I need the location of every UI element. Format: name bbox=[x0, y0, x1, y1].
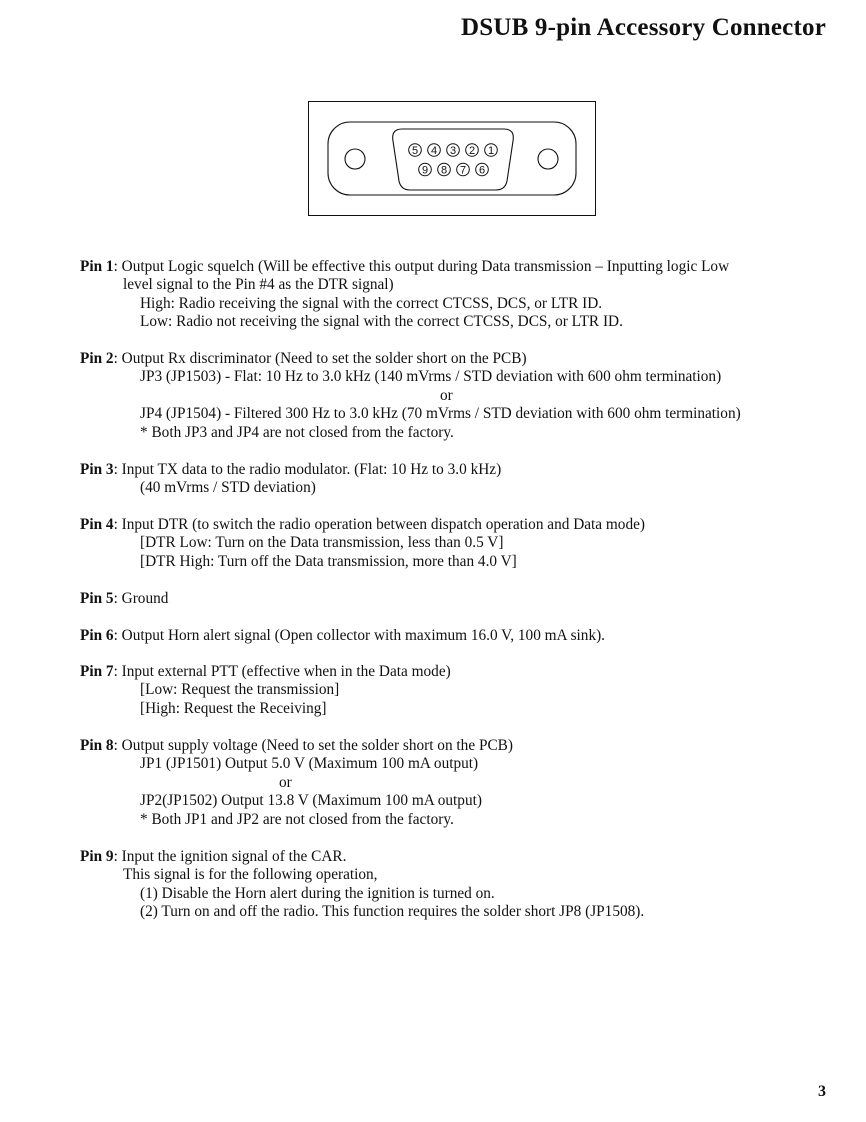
pin-label: Pin 3 bbox=[80, 461, 114, 478]
dsub-connector-diagram bbox=[308, 101, 596, 216]
pin-3-description: Pin 3: Input TX data to the radio modulator. (Flat: 10 Hz to 3.0 kHz) (40 mVrms / STD deviation) bbox=[80, 461, 502, 497]
pin-8-number: 8 bbox=[440, 164, 448, 177]
pin-6-number: 6 bbox=[478, 164, 486, 177]
pin-1-number: 1 bbox=[487, 145, 495, 157]
mounting-hole-right bbox=[538, 149, 558, 169]
pin-label: Pin 5 bbox=[80, 590, 114, 607]
pin-6-description: Pin 6: Output Horn alert signal (Open collector with maximum 16.0 V, 100 mA sink). bbox=[80, 627, 606, 644]
pin-5-number: 5 bbox=[411, 145, 419, 157]
pin-label: Pin 8 bbox=[80, 737, 114, 754]
pin-2-description: Pin 2: Output Rx discriminator (Need to set the solder short on the PCB) JP3 (JP1503) - Flat: 10 Hz to 3.0 kHz (140 mVrms / STD deviation with 600 ohm termination) or JP4 (JP1504) - Filtered 300 Hz to 3.0 kHz (70 mVrms / STD deviation with 600 ohm termination) * Both JP3 and JP4 are not closed from the factory. bbox=[80, 350, 741, 441]
pin-9-number: 9 bbox=[421, 164, 429, 177]
pin-3-number: 3 bbox=[449, 145, 457, 157]
pin-label: Pin 4 bbox=[80, 516, 114, 533]
pin-7-number: 7 bbox=[459, 164, 467, 177]
pin-label: Pin 9 bbox=[80, 848, 114, 865]
pin-4-description: Pin 4: Input DTR (to switch the radio operation between dispatch operation and Data mode) [DTR Low: Turn on the Data transmission, less than 0.5 V] [DTR High: Turn off the Data transmission, more than 4.0 V] bbox=[80, 516, 645, 570]
pin-label: Pin 6 bbox=[80, 627, 114, 644]
mounting-hole-left bbox=[345, 149, 365, 169]
pin-label: Pin 7 bbox=[80, 663, 114, 680]
page-number: 3 bbox=[818, 1083, 826, 1100]
page-title: DSUB 9-pin Accessory Connector bbox=[460, 14, 826, 41]
pin-1-description: Pin 1: Output Logic squelch (Will be effective this output during Data transmission – Inputting logic Low level signal to the Pin #4 as the DTR signal) High: Radio receiving the signal with the correct CTCSS, DCS, or LTR ID. Low: Radio not receiving the signal with the correct CTCSS, DCS, or LTR ID. bbox=[80, 258, 730, 331]
connector-d-shape bbox=[393, 129, 514, 190]
pin-label: Pin 1 bbox=[80, 258, 114, 275]
pin-5-description: Pin 5: Ground bbox=[80, 590, 169, 607]
pin-9-description: Pin 9: Input the ignition signal of the CAR. This signal is for the following operation, (1) Disable the Horn alert during the ignition is turned on. (2) Turn on and off the radio. This function requires the solder short JP8 (JP1508). bbox=[80, 848, 645, 921]
pin-8-description: Pin 8: Output supply voltage (Need to set the solder short on the PCB) JP1 (JP1501) Output 5.0 V (Maximum 100 mA output) or JP2(JP1502) Output 13.8 V (Maximum 100 mA output) * Both JP1 and JP2 are not closed from the factory. bbox=[80, 737, 513, 828]
pin-7-description: Pin 7: Input external PTT (effective when in the Data mode) [Low: Request the transmission] [High: Request the Receiving] bbox=[80, 663, 451, 717]
pin-label: Pin 2 bbox=[80, 350, 114, 367]
pin-2-number: 2 bbox=[468, 145, 476, 157]
pin-4-number: 4 bbox=[430, 145, 438, 157]
